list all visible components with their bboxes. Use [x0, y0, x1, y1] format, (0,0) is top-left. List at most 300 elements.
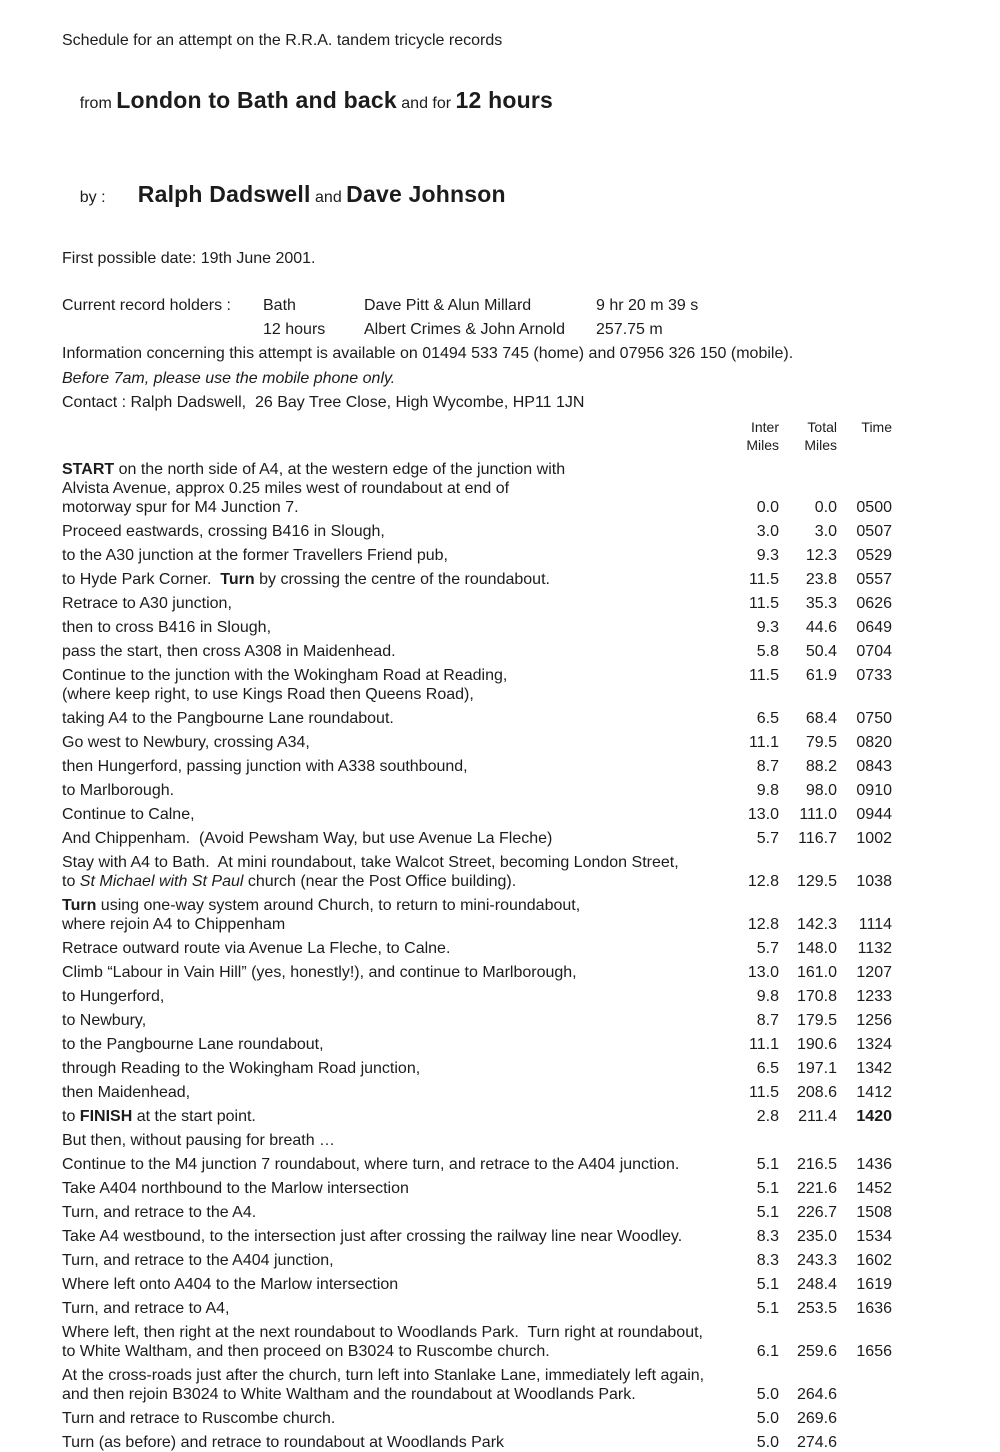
inter-miles-value: 12.8 — [747, 916, 779, 933]
total-miles-value: 179.5 — [796, 1012, 837, 1029]
instruction-text-segment: to — [62, 873, 80, 890]
inter-miles-value: 8.7 — [756, 1012, 779, 1029]
schedule-paragraph — [62, 1059, 954, 1078]
total-miles-value — [779, 685, 837, 704]
instruction-text-segment: Retrace outward route via Avenue La Fleche, to Calne. — [62, 940, 451, 957]
instruction-text-segment: then to cross B416 in Slough, — [62, 619, 272, 636]
inter-miles-value: 5.0 — [756, 1434, 779, 1451]
inter-miles-value: 11.5 — [749, 571, 779, 588]
total-miles-value: 79.5 — [805, 734, 837, 751]
inter-miles-value: 11.5 — [749, 667, 779, 684]
inter-miles-value: 5.1 — [756, 1156, 779, 1173]
inter-miles-value: 5.7 — [756, 830, 779, 847]
inter-miles-value: 9.8 — [756, 988, 779, 1005]
instruction-text-segment: to the Pangbourne Lane roundabout, — [62, 1036, 324, 1053]
time-value — [837, 853, 892, 872]
instruction-text-segment: Where left onto A404 to the Marlow intersection — [62, 1276, 399, 1293]
instruction-text-segment: to Marlborough. — [62, 782, 175, 799]
time-value: 1233 — [856, 988, 892, 1005]
column-header-total: Total — [807, 419, 837, 435]
route-instruction — [62, 757, 717, 776]
route-instruction — [62, 915, 717, 934]
schedule-line — [62, 546, 954, 565]
instruction-text-segment: Climb “Labour in Vain Hill” (yes, honestly!), and continue to Marlborough, — [62, 964, 577, 981]
instruction-text-segment: Turn, and retrace to the A4. — [62, 1204, 257, 1221]
inter-miles-value: 11.5 — [749, 1084, 779, 1101]
schedule-line — [62, 896, 954, 915]
schedule-paragraph — [62, 1227, 954, 1246]
route-instruction — [62, 709, 717, 728]
riders-prefix: by : — [79, 189, 106, 206]
inter-miles-value: 12.8 — [747, 873, 779, 890]
record-event: 12 hours — [263, 321, 326, 338]
total-miles-value: 44.6 — [805, 619, 837, 636]
instruction-text-segment: to Newbury, — [62, 1012, 147, 1029]
instruction-text-segment: Turn — [62, 897, 97, 914]
total-miles-value: 129.5 — [796, 873, 837, 890]
route-instruction — [62, 1179, 717, 1198]
instruction-text-segment: using one-way system around Church, to return to mini-roundabout, — [96, 897, 581, 914]
total-miles-value: 170.8 — [796, 988, 837, 1005]
schedule-paragraph — [62, 1179, 954, 1198]
total-miles-value: 197.1 — [796, 1060, 837, 1077]
record-row — [62, 318, 954, 342]
time-value: 1436 — [856, 1156, 892, 1173]
route-mid: and for — [396, 95, 456, 112]
route-instruction — [62, 781, 717, 800]
record-value: 9 hr 20 m 39 s — [596, 297, 699, 314]
inter-miles-value: 5.7 — [756, 940, 779, 957]
schedule-paragraph — [62, 709, 954, 728]
instruction-text-segment: Stay with A4 to Bath. At mini roundabout, take Walcot Street, becoming London Street, — [62, 854, 679, 871]
schedule-line — [62, 963, 954, 982]
time-value: 1602 — [856, 1252, 892, 1269]
time-value: 1114 — [858, 916, 892, 933]
total-miles-value: 98.0 — [805, 782, 837, 799]
column-header-inter: Inter — [750, 419, 779, 435]
time-value: 0843 — [856, 758, 892, 775]
instruction-text-segment: motorway spur for M4 Junction 7. — [62, 499, 299, 516]
schedule-paragraph — [62, 896, 954, 934]
time-value — [837, 1409, 892, 1428]
schedule-paragraph — [62, 1155, 954, 1174]
inter-miles-value: 8.3 — [756, 1228, 779, 1245]
schedule-paragraph — [62, 757, 954, 776]
total-miles-value: 111.0 — [799, 806, 837, 823]
route-instruction — [62, 460, 717, 479]
route-instruction — [62, 546, 717, 565]
inter-miles-value: 11.1 — [749, 734, 779, 751]
schedule-paragraph — [62, 1433, 954, 1452]
time-value: 1324 — [856, 1036, 892, 1053]
inter-miles-value: 5.1 — [756, 1276, 779, 1293]
instruction-text-segment: START — [62, 461, 115, 478]
time-value: 1412 — [856, 1084, 892, 1101]
time-value: 0704 — [856, 643, 892, 660]
route-instruction — [62, 1035, 717, 1054]
total-miles-value: 253.5 — [796, 1300, 837, 1317]
time-value: 1002 — [856, 830, 892, 847]
total-miles-value: 148.0 — [796, 940, 837, 957]
total-miles-value: 221.6 — [796, 1180, 837, 1197]
total-miles-value: 23.8 — [805, 571, 837, 588]
record-holder-names: Dave Pitt & Alun Millard — [364, 297, 532, 314]
instruction-text-segment: FINISH — [79, 1108, 133, 1125]
time-value — [837, 896, 892, 915]
route-instruction — [62, 1155, 717, 1174]
inter-miles-value: 9.3 — [756, 547, 779, 564]
inter-miles-value: 5.8 — [756, 643, 779, 660]
schedule-line — [62, 498, 954, 517]
schedule-line — [62, 618, 954, 637]
instruction-text-segment: Continue to the M4 junction 7 roundabout, where turn, and retrace to the A404 junction. — [62, 1156, 680, 1173]
document-title: Schedule for an attempt on the R.R.A. tandem tricycle records — [62, 32, 503, 49]
schedule-line — [62, 594, 954, 613]
time-value: 1452 — [856, 1180, 892, 1197]
inter-miles-value: 5.0 — [756, 1386, 779, 1403]
route-instruction — [62, 1385, 717, 1404]
instruction-text-segment: taking A4 to the Pangbourne Lane roundabout. — [62, 710, 394, 727]
schedule-line — [62, 1323, 954, 1342]
schedule-line — [62, 1131, 954, 1150]
contact-info-line: Information concerning this attempt is available on 01494 533 745 (home) and 07956 326 150 (mobile). — [62, 345, 794, 362]
schedule-line — [62, 709, 954, 728]
inter-miles-value: 13.0 — [747, 806, 779, 823]
schedule-paragraph — [62, 1083, 954, 1102]
schedule-paragraph — [62, 618, 954, 637]
instruction-text-segment: on the north side of A4, at the western edge of the junction with — [114, 461, 566, 478]
schedule-line — [62, 1275, 954, 1294]
instruction-text-segment: through Reading to the Wokingham Road junction, — [62, 1060, 421, 1077]
record-holders-label: Current record holders : — [62, 297, 231, 314]
time-value: 1636 — [856, 1300, 892, 1317]
inter-miles-value — [717, 1323, 779, 1342]
inter-miles-value: 5.1 — [756, 1300, 779, 1317]
total-miles-value: 0.0 — [814, 499, 837, 516]
schedule-paragraph — [62, 1366, 954, 1404]
schedule-line — [62, 853, 954, 872]
schedule-line — [62, 479, 954, 498]
schedule-paragraph — [62, 1203, 954, 1222]
route-instruction — [62, 733, 717, 752]
first-possible-date: First possible date: 19th June 2001. — [62, 250, 316, 267]
time-value: 1534 — [856, 1228, 892, 1245]
time-value — [837, 685, 892, 704]
schedule-line — [62, 757, 954, 776]
schedule-line — [62, 781, 954, 800]
total-miles-value: 116.7 — [798, 830, 837, 847]
schedule-paragraph — [62, 1131, 954, 1150]
time-value: 1420 — [856, 1108, 892, 1125]
column-header-time: Time — [861, 419, 892, 435]
instruction-text-segment: St Michael with St Paul — [79, 873, 244, 890]
total-miles-value: 248.4 — [796, 1276, 837, 1293]
instruction-text-segment: to Hungerford, — [62, 988, 165, 1005]
column-header-time-units — [837, 436, 892, 454]
route-instruction — [62, 1059, 717, 1078]
schedule-line — [62, 1433, 954, 1452]
inter-miles-value: 9.8 — [756, 782, 779, 799]
total-miles-value: 3.0 — [814, 523, 837, 540]
schedule-line — [62, 733, 954, 752]
instruction-text-segment: (where keep right, to use Kings Road then Queens Road), — [62, 686, 474, 703]
schedule-paragraph — [62, 1323, 954, 1361]
route-instruction — [62, 479, 717, 498]
inter-miles-value: 6.1 — [756, 1343, 779, 1360]
total-miles-value: 216.5 — [796, 1156, 837, 1173]
instruction-text-segment: Alvista Avenue, approx 0.25 miles west of roundabout at end of — [62, 480, 510, 497]
schedule-paragraph — [62, 1275, 954, 1294]
instruction-text-segment: then Maidenhead, — [62, 1084, 191, 1101]
total-miles-value: 88.2 — [805, 758, 837, 775]
schedule-paragraph — [62, 1107, 954, 1126]
inter-miles-value: 3.0 — [756, 523, 779, 540]
inter-miles-value: 11.5 — [749, 595, 779, 612]
schedule-line — [62, 1155, 954, 1174]
route-instruction — [62, 987, 717, 1006]
route-instruction — [62, 1323, 717, 1342]
record-value: 257.75 m — [596, 321, 663, 338]
schedule-line — [62, 1083, 954, 1102]
inter-miles-value: 5.0 — [756, 1410, 779, 1427]
route-instruction — [62, 1299, 717, 1318]
schedule-line — [62, 1385, 954, 1404]
time-value: 1038 — [856, 873, 892, 890]
instruction-text-segment: by crossing the centre of the roundabout. — [254, 571, 550, 588]
total-miles-value: 264.6 — [796, 1386, 837, 1403]
total-miles-value: 274.6 — [796, 1434, 837, 1451]
total-miles-value — [779, 1323, 837, 1342]
route-instruction — [62, 1342, 717, 1361]
time-value: 0557 — [856, 571, 892, 588]
inter-miles-value: 0.0 — [756, 499, 779, 516]
route-instruction — [62, 1433, 717, 1452]
instruction-text-segment: Turn and retrace to Ruscombe church. — [62, 1410, 336, 1427]
time-value: 1619 — [856, 1276, 892, 1293]
schedule-paragraph — [62, 460, 954, 517]
total-miles-value: 142.3 — [796, 916, 837, 933]
schedule-line — [62, 1107, 954, 1126]
schedule-paragraph — [62, 733, 954, 752]
time-value: 1508 — [856, 1204, 892, 1221]
schedule-paragraph — [62, 1011, 954, 1030]
time-value — [837, 479, 892, 498]
route-instruction — [62, 1366, 717, 1385]
total-miles-value: 243.3 — [796, 1252, 837, 1269]
time-value: 0733 — [856, 667, 892, 684]
riders-mid: and — [310, 189, 347, 206]
instruction-text-segment: to White Waltham, and then proceed on B3024 to Ruscombe church. — [62, 1343, 550, 1360]
total-miles-value: 161.0 — [796, 964, 837, 981]
schedule-paragraph — [62, 1299, 954, 1318]
schedule-paragraph — [62, 1251, 954, 1270]
schedule-paragraph — [62, 546, 954, 565]
total-miles-value: 259.6 — [796, 1343, 837, 1360]
time-value: 0507 — [856, 523, 892, 540]
schedule-line — [62, 1409, 954, 1428]
schedule-paragraph — [62, 522, 954, 541]
schedule-paragraph — [62, 939, 954, 958]
inter-miles-value: 5.1 — [756, 1204, 779, 1221]
total-miles-value — [779, 896, 837, 915]
inter-miles-value: 6.5 — [756, 710, 779, 727]
route-instruction — [62, 1251, 717, 1270]
route-instruction — [62, 896, 717, 915]
schedule-line — [62, 939, 954, 958]
schedule-line — [62, 1179, 954, 1198]
time-value — [837, 1131, 892, 1150]
route-instruction — [62, 1409, 717, 1428]
route-prefix: from — [79, 95, 117, 112]
inter-miles-value — [717, 896, 779, 915]
route-name: London to Bath and back — [116, 87, 397, 113]
total-miles-value — [779, 479, 837, 498]
total-miles-value: 208.6 — [796, 1084, 837, 1101]
schedule-paragraph — [62, 570, 954, 589]
schedule-line — [62, 1203, 954, 1222]
instruction-text-segment: Proceed eastwards, crossing B416 in Slough, — [62, 523, 385, 540]
time-value: 0820 — [856, 734, 892, 751]
instruction-text-segment: Where left, then right at the next roundabout to Woodlands Park. Turn right at roundabout, — [62, 1324, 703, 1341]
column-header-total-units: Miles — [804, 437, 837, 453]
schedule-line — [62, 1227, 954, 1246]
instruction-text-segment: Take A404 northbound to the Marlow intersection — [62, 1180, 409, 1197]
schedule-paragraph — [62, 963, 954, 982]
route-instruction — [62, 939, 717, 958]
instruction-text-segment: to Hyde Park Corner. — [62, 571, 221, 588]
total-miles-value: 35.3 — [805, 595, 837, 612]
record-holder-names: Albert Crimes & John Arnold — [364, 321, 565, 338]
schedule-paragraph — [62, 666, 954, 704]
route-instruction — [62, 853, 717, 872]
route-instruction — [62, 594, 717, 613]
route-instruction — [62, 642, 717, 661]
inter-miles-value: 8.3 — [756, 1252, 779, 1269]
schedule-paragraph — [62, 1035, 954, 1054]
schedule-line — [62, 570, 954, 589]
schedule-column-headers — [62, 418, 954, 454]
total-miles-value: 68.4 — [805, 710, 837, 727]
schedule-paragraph — [62, 594, 954, 613]
route-instruction — [62, 829, 717, 848]
route-instruction — [62, 570, 717, 589]
schedule-paragraph — [62, 853, 954, 891]
schedule-paragraph — [62, 781, 954, 800]
instruction-text-segment: and then rejoin B3024 to White Waltham and the roundabout at Woodlands Park. — [62, 1386, 636, 1403]
schedule-line — [62, 829, 954, 848]
schedule-paragraph — [62, 987, 954, 1006]
schedule-line — [62, 1366, 954, 1385]
time-value — [837, 1433, 892, 1452]
time-value: 0626 — [856, 595, 892, 612]
instruction-text-segment: then Hungerford, passing junction with A338 southbound, — [62, 758, 468, 775]
time-value: 0649 — [856, 619, 892, 636]
schedule-line — [62, 1035, 954, 1054]
total-miles-value — [779, 853, 837, 872]
instruction-text-segment: Turn, and retrace to A4, — [62, 1300, 230, 1317]
route-instruction — [62, 685, 717, 704]
instruction-text-segment: And Chippenham. (Avoid Pewsham Way, but use Avenue La Fleche) — [62, 830, 553, 847]
instruction-text-segment: at the start point. — [132, 1108, 256, 1125]
route-instruction — [62, 805, 717, 824]
schedule-line — [62, 460, 954, 479]
mobile-note-line: Before 7am, please use the mobile phone only. — [62, 370, 396, 387]
schedule-line — [62, 666, 954, 685]
instruction-text-segment: church (near the Post Office building). — [243, 873, 517, 890]
total-miles-value: 50.4 — [805, 643, 837, 660]
inter-miles-value: 8.7 — [756, 758, 779, 775]
time-value — [837, 1323, 892, 1342]
inter-miles-value: 13.0 — [747, 964, 779, 981]
route-instruction — [62, 963, 717, 982]
schedule-paragraph — [62, 642, 954, 661]
inter-miles-value: 6.5 — [756, 1060, 779, 1077]
route-instruction — [62, 1203, 717, 1222]
time-value: 0529 — [856, 547, 892, 564]
inter-miles-value: 2.8 — [756, 1108, 779, 1125]
total-miles-value: 235.0 — [796, 1228, 837, 1245]
instruction-text-segment: Retrace to A30 junction, — [62, 595, 232, 612]
instruction-text-segment: But then, without pausing for breath … — [62, 1132, 336, 1149]
record-row — [62, 294, 954, 318]
instruction-text-segment: to the A30 junction at the former Travellers Friend pub, — [62, 547, 448, 564]
time-value: 1656 — [856, 1343, 892, 1360]
schedule-line — [62, 805, 954, 824]
column-header-inter-units: Miles — [746, 437, 779, 453]
route-instruction — [62, 1011, 717, 1030]
total-miles-value: 190.6 — [796, 1036, 837, 1053]
total-miles-value — [779, 1131, 837, 1150]
route-instruction — [62, 618, 717, 637]
total-miles-value: 61.9 — [805, 667, 837, 684]
schedule-table — [62, 460, 954, 1452]
schedule-line — [62, 522, 954, 541]
inter-miles-value — [717, 479, 779, 498]
record-holders-section — [62, 294, 954, 414]
schedule-line — [62, 987, 954, 1006]
instruction-text-segment: Go west to Newbury, crossing A34, — [62, 734, 310, 751]
route-title — [62, 57, 954, 147]
inter-miles-value: 11.1 — [749, 1036, 779, 1053]
total-miles-value — [779, 1366, 837, 1385]
instruction-text-segment: At the cross-roads just after the church, turn left into Stanlake Lane, immediately left again, — [62, 1367, 705, 1384]
schedule-line — [62, 1299, 954, 1318]
schedule-line — [62, 642, 954, 661]
instruction-text-segment: Continue to the junction with the Wokingham Road at Reading, — [62, 667, 508, 684]
route-instruction — [62, 1131, 717, 1150]
time-value: 1132 — [857, 940, 892, 957]
total-miles-value — [779, 460, 837, 479]
schedule-paragraph — [62, 1409, 954, 1428]
schedule-line — [62, 685, 954, 704]
time-value: 1256 — [856, 1012, 892, 1029]
time-value: 0944 — [856, 806, 892, 823]
inter-miles-value: 9.3 — [756, 619, 779, 636]
route-instruction — [62, 666, 717, 685]
total-miles-value: 226.7 — [796, 1204, 837, 1221]
instruction-text-segment: where rejoin A4 to Chippenham — [62, 916, 286, 933]
inter-miles-value — [717, 1366, 779, 1385]
schedule-line — [62, 872, 954, 891]
inter-miles-value — [717, 853, 779, 872]
rider-2-name: Dave Johnson — [346, 181, 506, 207]
schedule-line — [62, 915, 954, 934]
total-miles-value: 269.6 — [796, 1410, 837, 1427]
inter-miles-value — [717, 460, 779, 479]
time-value — [837, 460, 892, 479]
rider-1-name: Ralph Dadswell — [137, 181, 311, 207]
route-instruction — [62, 522, 717, 541]
